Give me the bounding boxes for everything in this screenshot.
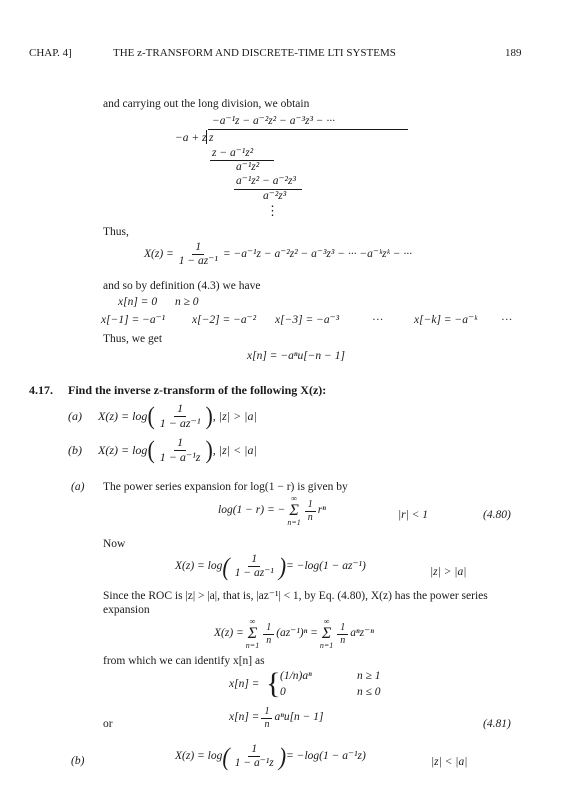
eq-4-81 — [229, 706, 324, 730]
sum-symbol: ∞ Σ n=1 — [287, 494, 301, 527]
sum-top: ∞ — [323, 617, 330, 626]
sum-symbol: ∞ Σ n=1 — [319, 617, 334, 650]
series-mid: (az⁻¹)ⁿ = — [276, 627, 318, 640]
part-a-roc: , |z| > |a| — [212, 409, 257, 424]
series-term-2-num: 1 — [337, 622, 348, 635]
eq480-term — [305, 499, 316, 523]
paren-open: ( — [147, 435, 155, 464]
definition-text: and so by definition (4.3) we have — [103, 280, 261, 292]
sum-top: ∞ — [249, 617, 256, 626]
part-a-lhs: X(z) = log — [98, 409, 148, 424]
xz-num: 1 — [192, 241, 204, 255]
xz-rhs: = −a⁻¹z − a⁻²z² − a⁻³z³ − ··· −a⁻ᵏzᵏ − ··· — [222, 247, 413, 260]
xn-result: x[n] = −aⁿu[−n − 1] — [247, 350, 345, 362]
series-term-1-num: 1 — [263, 622, 274, 635]
part-a-label: (a) — [68, 409, 82, 424]
eq481-frac — [261, 706, 272, 730]
division-step2: a⁻¹z² — [236, 161, 260, 173]
series-term-2-den: n — [340, 634, 346, 646]
xzb-den: 1 − a⁻¹z — [234, 757, 274, 770]
piece-brace: { — [266, 667, 281, 700]
paren-close: ) — [278, 551, 287, 581]
division-dots: ⋮ — [266, 203, 279, 218]
eq480-tag: (4.80) — [483, 509, 511, 521]
division-divisor: −a + z — [175, 132, 207, 144]
xzb-rhs: = −log(1 − a⁻¹z) — [286, 749, 366, 762]
series-lhs: X(z) = — [214, 627, 244, 640]
intro-text: and carrying out the long division, we obtain — [103, 98, 310, 110]
paren-open: ( — [147, 401, 155, 430]
division-dividend: z — [209, 132, 214, 144]
eq481-num: 1 — [261, 706, 272, 719]
series-term-2 — [337, 622, 348, 646]
part-a-den: 1 − az⁻¹ — [159, 415, 201, 430]
since-line-2: expansion — [103, 604, 150, 616]
sol-a-label: (a) — [71, 481, 85, 493]
series-equation — [214, 618, 374, 650]
xzb-equation — [175, 743, 366, 770]
part-b-den: 1 − a⁻¹z — [159, 449, 201, 464]
division-step3: a⁻¹z² − a⁻²z³ — [236, 175, 296, 187]
part-a-equation — [68, 402, 257, 431]
since-line-1: Since the ROC is |z| > |a|, that is, |az⁻¹| < 1, by Eq. (4.80), X(z) has the power series — [103, 590, 488, 602]
paren-open: ( — [222, 551, 230, 581]
paren-close: ) — [205, 435, 213, 464]
part-b-label: (b) — [68, 443, 82, 458]
eq-4-80 — [218, 495, 326, 527]
xz2-equation — [175, 553, 366, 580]
eq480-r: rⁿ — [317, 504, 326, 517]
series-rhs: aⁿz⁻ⁿ — [350, 627, 374, 640]
eq481-tag: (4.81) — [483, 718, 511, 730]
seq-item-5: x[−k] = −a⁻ᵏ — [414, 314, 478, 326]
piece-2-cond: n ≤ 0 — [357, 686, 381, 698]
part-b-num: 1 — [174, 436, 186, 451]
seq-item-1: x[−1] = −a⁻¹ — [101, 314, 166, 326]
paren-close: ) — [205, 401, 213, 430]
xz-lhs: X(z) = — [144, 247, 174, 260]
xzb-roc: |z| < |a| — [431, 756, 468, 768]
xzb-lhs: X(z) = log — [175, 749, 223, 762]
thus-get-text: Thus, we get — [103, 333, 163, 345]
xz2-rhs: = −log(1 − az⁻¹) — [286, 559, 366, 572]
seq-item-2: x[−2] = −a⁻² — [192, 314, 257, 326]
seq-item-4: ··· — [372, 314, 384, 326]
xz2-fraction — [232, 553, 277, 580]
series-term-1 — [263, 622, 274, 646]
sum-top: ∞ — [291, 494, 297, 503]
division-step1: z − a⁻¹z² — [212, 147, 254, 159]
part-b-roc: , |z| < |a| — [212, 443, 257, 458]
now-text: Now — [103, 538, 126, 550]
eq480-cond: |r| < 1 — [398, 509, 429, 521]
eq480-term-den: n — [307, 511, 313, 523]
part-b-lhs: X(z) = log — [98, 443, 148, 458]
piece-1: (1/n)aⁿ — [280, 670, 312, 682]
page-number: 189 — [505, 47, 522, 59]
part-b-fraction — [157, 436, 204, 465]
eq481-den: n — [264, 718, 270, 730]
or-text: or — [103, 718, 113, 730]
division-step4: a⁻²z³ — [263, 190, 287, 202]
paren-close: ) — [278, 741, 287, 771]
xzb-fraction — [232, 743, 277, 770]
sum-bottom: n=1 — [245, 641, 260, 650]
identify-text: from which we can identify x[n] as — [103, 655, 265, 667]
division-overbar — [208, 129, 408, 130]
xz-equation — [144, 241, 412, 268]
chapter-label: CHAP. 4] — [29, 47, 72, 59]
seq-item-6: ··· — [501, 314, 513, 326]
problem-statement: Find the inverse z-transform of the following X(z): — [68, 383, 327, 397]
xz2-roc: |z| > |a| — [430, 566, 467, 578]
sum-symbol: ∞ Σ n=1 — [245, 617, 260, 650]
piece-1-cond: n ≥ 1 — [357, 670, 381, 682]
sol-b-label: (b) — [71, 755, 85, 767]
xzb-num: 1 — [248, 743, 260, 757]
seq-item-3: x[−3] = −a⁻³ — [275, 314, 340, 326]
part-a-fraction — [157, 402, 204, 431]
eq480-lhs: log(1 − r) = − — [218, 504, 286, 517]
eq481-rhs: aⁿu[n − 1] — [274, 711, 324, 724]
xz2-num: 1 — [248, 553, 260, 567]
xn-zero-cond: n ≥ 0 — [175, 296, 199, 308]
paren-open: ( — [222, 741, 230, 771]
xz2-den: 1 − az⁻¹ — [234, 567, 274, 580]
eq480-term-num: 1 — [305, 499, 316, 512]
problem-number: 4.17. — [29, 383, 53, 397]
xz-fraction — [176, 241, 221, 268]
thus-label: Thus, — [103, 226, 129, 238]
part-a-num: 1 — [174, 402, 186, 417]
running-title: THE z-TRANSFORM AND DISCRETE-TIME LTI SYSTEMS — [113, 47, 396, 59]
sum-bottom: n=1 — [287, 518, 301, 527]
eq481-lhs: x[n] = — [229, 711, 260, 724]
division-quotient: −a⁻¹z − a⁻²z² − a⁻³z³ − ··· — [212, 115, 336, 127]
xz2-lhs: X(z) = log — [175, 559, 223, 572]
division-bracket — [206, 130, 207, 144]
xz-den: 1 − az⁻¹ — [178, 255, 218, 268]
series-term-1-den: n — [266, 634, 272, 646]
sol-a-text: The power series expansion for log(1 − r) is given by — [103, 481, 348, 493]
xn-zero: x[n] = 0 — [118, 296, 158, 308]
sum-bottom: n=1 — [319, 641, 334, 650]
part-b-equation — [68, 436, 257, 465]
piece-lhs: x[n] = — [229, 678, 260, 690]
piece-2: 0 — [280, 686, 286, 698]
